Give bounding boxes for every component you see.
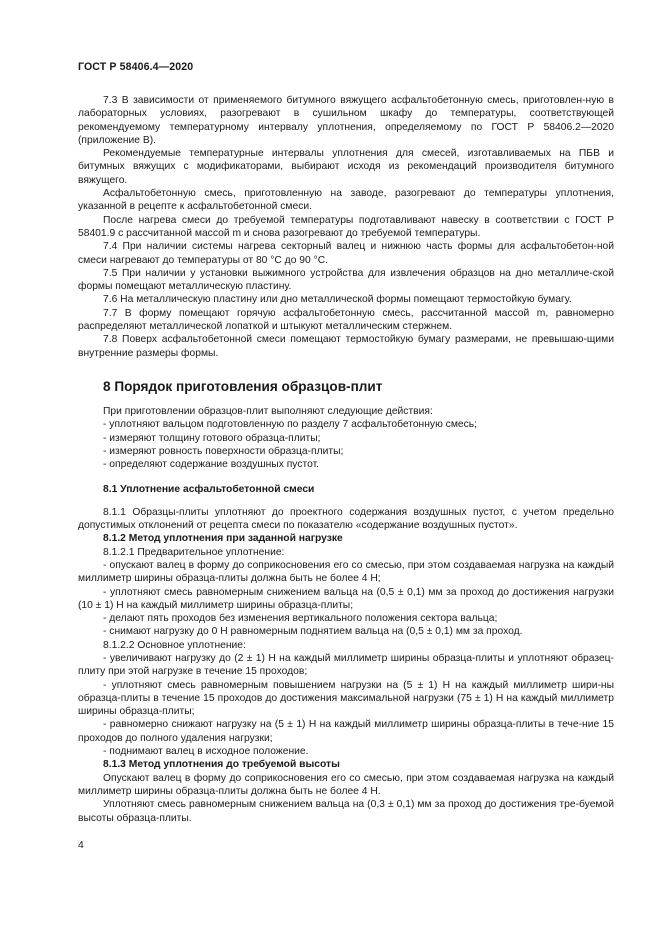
list-item: - измеряют ровность поверхности образца-плиты; — [103, 445, 344, 457]
list-item: - измеряют толщину готового образца-плиты; — [103, 432, 321, 444]
paragraph-7-3-weighing: После нагрева смеси до требуемой температуры подготавливают навеску в соответствии с ГОСТ Р 58401.9 с рассчитанной массой m и снова разогревают до требуемой температуры. — [78, 214, 614, 239]
paragraph-7-7: 7.7 В форму помещают горячую асфальтобетонную смесь, рассчитанной массой m, равномерно распределяют металлической лопаткой и штыкуют металлическим стержнем. — [78, 307, 614, 333]
paragraph-7-3: 7.3 В зависимости от применяемого битумного вяжущего асфальтобетонную смесь, приготовлен-ную в лабораторных условиях, разогревают в сушильном шкафу до температуры, соответствующей рекомендуемому температурному интервалу уплотнения, определяемому по ГОСТ Р 58406.2—2020 (приложение В). — [78, 95, 614, 146]
list-item: - уплотняют смесь равномерным снижением вальца на (0,5 ± 0,1) мм за проход до достижения нагрузки (10 ± 1) Н на каждый миллиметр ширины образца-плиты; — [78, 586, 614, 611]
paragraph-7-5: 7.5 При наличии у установки выжимного устройства для извлечения образцов на дно металличе-ской формы помещают металлическую пластину. — [78, 267, 614, 293]
list-item: - уплотняют вальцом подготовленную по разделу 7 асфальтобетонную смесь; — [103, 419, 477, 431]
document-body — [78, 94, 614, 825]
list-item: - снимают нагрузку до 0 Н равномерным поднятием вальца на (0,5 ± 0,1) мм за проход. — [103, 626, 523, 638]
subsection-8-1-3-heading: 8.1.3 Метод уплотнения до требуемой высоты — [103, 759, 340, 771]
subsection-8-1-heading: 8.1 Уплотнение асфальтобетонной смеси — [103, 484, 315, 496]
paragraph-7-3-plant-mix: Асфальтобетонную смесь, приготовленную на заводе, разогревают до температуры уплотнения, указанной в рецепте к асфальтобетонной смеси. — [78, 188, 614, 213]
paragraph-7-8: 7.8 Поверх асфальтобетонной смеси помещают термостойкую бумагу размерами, не превышаю-щими внутренние размеры формы. — [78, 334, 614, 359]
paragraph-8-1-2-2: 8.1.2.2 Основное уплотнение: — [103, 639, 246, 651]
paragraph-8-1-2-1: 8.1.2.1 Предварительное уплотнение: — [103, 546, 285, 558]
subsection-8-1-2-heading: 8.1.2 Метод уплотнения при заданной нагрузке — [103, 533, 343, 545]
list-item: - равномерно снижают нагрузку на (5 ± 1) Н на каждый миллиметр ширины образца-плиты в тече-ние 15 проходов до полного удаления нагрузки; — [78, 719, 614, 744]
paragraph-8-1-3-b: Уплотняют смесь равномерным снижением вальца на (0,3 ± 0,1) мм за проход до достижения тре-буемой высоты образца-плиты. — [78, 799, 614, 824]
paragraph-7-3-binders: Рекомендуемые температурные интервалы уплотнения для смесей, изготавливаемых на ПБВ и битумных вяжущих с модификаторами, выбирают исходя из рекомендаций производителя битумного вяжущего. — [78, 148, 614, 186]
paragraph-7-4: 7.4 При наличии системы нагрева секторный валец и нижнюю часть формы для асфальтобетон-ной смеси нагревают до температуры от 80 °С до 90 °С. — [78, 241, 614, 266]
list-item: - определяют содержание воздушных пустот. — [103, 459, 320, 471]
list-item: - опускают валец в форму до соприкосновения его со смесью, при этом создаваемая нагрузка на каждый миллиметр ширины образца-плиты должна быть не более 4 Н; — [78, 559, 614, 585]
paragraph-8-1-1: 8.1.1 Образцы-плиты уплотняют до проектного содержания воздушных пустот, с учетом предельно допустимых отклонений от рецепта смеси по показателю «содержание воздушных пустот». — [78, 506, 614, 532]
section-8-intro: При приготовлении образцов-плит выполняют следующие действия: — [103, 405, 433, 417]
section-8-heading: 8 Порядок приготовления образцов-плит — [103, 378, 383, 394]
paragraph-8-1-3-a: Опускают валец в форму до соприкосновения его со смесью, при этом создаваемая нагрузка на каждый миллиметр ширины образца-плиты должна быть не более 4 Н. — [78, 772, 614, 797]
paragraph-7-6: 7.6 На металлическую пластину или дно металлической формы помещают термостойкую бумагу. — [103, 294, 572, 306]
list-item: - уплотняют смесь равномерным повышением нагрузки на (5 ± 1) Н на каждый миллиметр шири-ны образца-плиты в течение 15 проходов до достижения максимальной нагрузки (75 ± 1) Н на каждый миллиметр ширины образца-плиты; — [78, 679, 614, 718]
list-item: - увеличивают нагрузку до (2 ± 1) Н на каждый миллиметр ширины образца-плиты и уплотняют образец-плиту при этой нагрузке в течение 15 проходов; — [78, 652, 614, 678]
list-item: - поднимают валец в исходное положение. — [103, 746, 309, 758]
list-item: - делают пять проходов без изменения вертикального положения сектора вальца; — [103, 613, 498, 625]
document-header: ГОСТ Р 58406.4—2020 — [78, 61, 194, 73]
page-number: 4 — [78, 840, 84, 851]
